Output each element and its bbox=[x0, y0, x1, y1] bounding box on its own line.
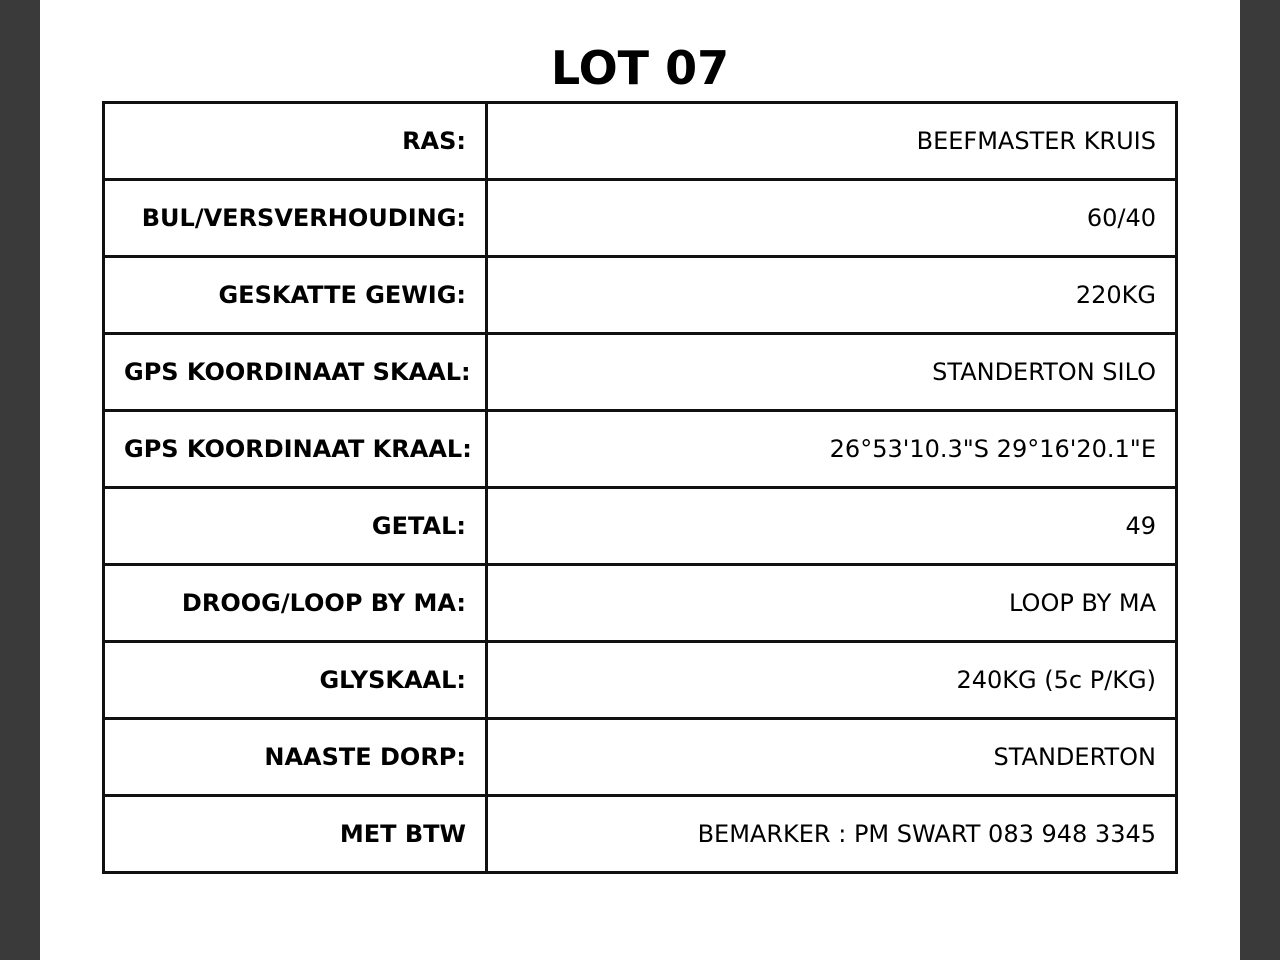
table-row bbox=[104, 257, 1177, 334]
row-value-ras: BEEFMASTER KRUIS bbox=[487, 103, 1177, 180]
table-row bbox=[104, 719, 1177, 796]
row-value-geskatte-gewig: 220KG bbox=[487, 257, 1177, 334]
row-label-glyskaal: GLYSKAAL: bbox=[104, 642, 487, 719]
table-row bbox=[104, 103, 1177, 180]
document-page bbox=[40, 0, 1240, 960]
row-value-droog-loop: LOOP BY MA bbox=[487, 565, 1177, 642]
lot-title: LOT 07 bbox=[550, 41, 730, 95]
row-label-bul-versverhouding: BUL/VERSVERHOUDING: bbox=[104, 180, 487, 257]
row-label-naaste-dorp: NAASTE DORP: bbox=[104, 719, 487, 796]
table-row bbox=[104, 411, 1177, 488]
row-value-bul-versverhouding: 60/40 bbox=[487, 180, 1177, 257]
row-label-ras: RAS: bbox=[104, 103, 487, 180]
table-row bbox=[104, 334, 1177, 411]
row-label-gps-skaal: GPS KOORDINAAT SKAAL: bbox=[104, 334, 487, 411]
row-label-droog-loop: DROOG/LOOP BY MA: bbox=[104, 565, 487, 642]
table-row bbox=[104, 642, 1177, 719]
row-value-gps-kraal: 26°53'10.3"S 29°16'20.1"E bbox=[487, 411, 1177, 488]
row-value-naaste-dorp: STANDERTON bbox=[487, 719, 1177, 796]
row-value-getal: 49 bbox=[487, 488, 1177, 565]
table-row bbox=[104, 488, 1177, 565]
lot-details-table bbox=[102, 101, 1178, 874]
table-row bbox=[104, 180, 1177, 257]
row-label-gps-kraal: GPS KOORDINAAT KRAAL: bbox=[104, 411, 487, 488]
table-row bbox=[104, 565, 1177, 642]
row-value-bemarker: BEMARKER : PM SWART 083 948 3345 bbox=[487, 796, 1177, 873]
row-label-met-btw: MET BTW bbox=[104, 796, 487, 873]
table-row bbox=[104, 796, 1177, 873]
row-value-glyskaal: 240KG (5c P/KG) bbox=[487, 642, 1177, 719]
row-label-geskatte-gewig: GESKATTE GEWIG: bbox=[104, 257, 487, 334]
row-label-getal: GETAL: bbox=[104, 488, 487, 565]
row-value-gps-skaal: STANDERTON SILO bbox=[487, 334, 1177, 411]
